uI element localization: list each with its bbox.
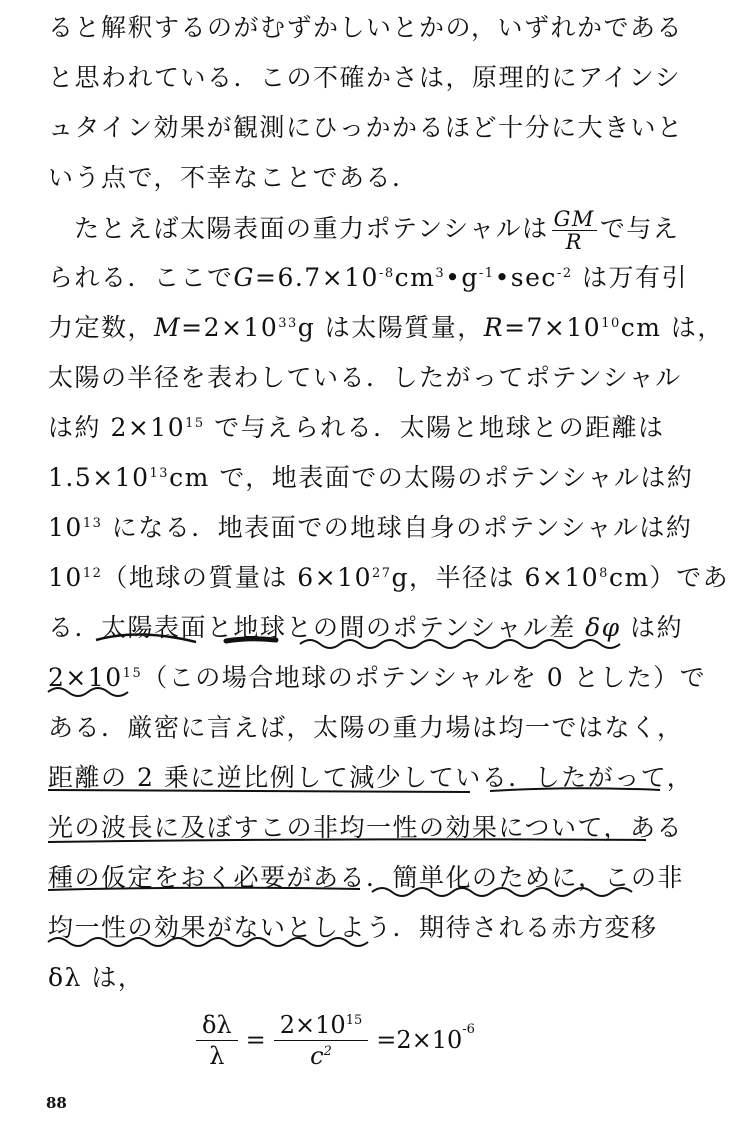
text-span: g は太陽質量， bbox=[297, 313, 484, 342]
text-line-8 bbox=[48, 358, 682, 398]
rhs-numerator bbox=[274, 1010, 368, 1041]
lhs-numerator: δλ bbox=[196, 1010, 238, 1041]
exponent: 10 bbox=[601, 316, 621, 331]
text-span: ある．厳密に言えば，太陽の重力場は均一ではなく， bbox=[48, 713, 684, 742]
exponent: 13 bbox=[82, 516, 103, 531]
redshift-equation bbox=[196, 1008, 475, 1072]
variable-r: R bbox=[483, 313, 505, 342]
lhs-denominator: λ bbox=[209, 1041, 225, 1070]
text-span: と思われている．この不確かさは，原理的にアインシ bbox=[48, 63, 682, 92]
text-span: δλ は， bbox=[48, 963, 145, 992]
text-span: cm）であ bbox=[608, 563, 729, 592]
fraction-denominator: R bbox=[565, 230, 583, 254]
text-line-1 bbox=[48, 8, 684, 48]
text-span: られる．ここで bbox=[48, 263, 234, 292]
text-span: 2×10 bbox=[48, 663, 123, 692]
text-line-13 bbox=[48, 608, 684, 648]
exponent: 3 bbox=[435, 266, 446, 281]
delta-phi-symbol: δφ bbox=[585, 613, 621, 642]
text-span: 力定数， bbox=[48, 313, 155, 342]
text-span: る．太陽表面と地球との間のポテンシャル差 bbox=[48, 613, 586, 642]
page-number: 88 bbox=[46, 1094, 67, 1112]
text-line-11 bbox=[48, 508, 693, 548]
text-line-5 bbox=[74, 207, 680, 254]
text-span: 均一性の効果がないとしよう．期待される赤方変移 bbox=[48, 913, 658, 942]
text-span: になる．地表面での地球自身のポテンシャルは約 bbox=[102, 513, 693, 542]
text-line-4 bbox=[48, 158, 648, 198]
text-span: は万有引 bbox=[572, 263, 689, 292]
text-span: 距離の 2 乗に逆比例して減少している．したがって， bbox=[48, 763, 694, 792]
equals-sign: = bbox=[245, 1026, 266, 1054]
exponent: 15 bbox=[185, 416, 205, 431]
exponent: 13 bbox=[149, 466, 170, 481]
exponent: 15 bbox=[122, 666, 143, 681]
fraction-numerator: GM bbox=[553, 207, 595, 231]
text-line-18 bbox=[48, 858, 685, 898]
text-span: （地球の質量は 6×10 bbox=[102, 563, 372, 592]
exponent: 15 bbox=[345, 1012, 363, 1028]
exponent: 8 bbox=[599, 566, 609, 581]
equation-rhs-fraction bbox=[274, 1010, 368, 1071]
exponent: 2 bbox=[323, 1043, 332, 1059]
text-line-7 bbox=[48, 308, 724, 348]
speed-of-light-symbol: c bbox=[310, 1041, 324, 1070]
text-span: •g bbox=[445, 263, 479, 292]
text-line-20 bbox=[48, 958, 648, 998]
exponent: 33 bbox=[278, 316, 298, 331]
text-line-19 bbox=[48, 908, 658, 948]
text-span: cm は， bbox=[620, 313, 724, 342]
text-line-17 bbox=[48, 808, 684, 848]
exponent: -6 bbox=[462, 1022, 475, 1037]
text-span: 10 bbox=[48, 513, 83, 542]
text-span: cm bbox=[394, 263, 436, 292]
equation-result bbox=[376, 1022, 475, 1054]
exponent: 12 bbox=[82, 566, 103, 581]
exponent: -2 bbox=[556, 266, 573, 281]
rhs-denominator bbox=[310, 1041, 332, 1071]
text-line-6 bbox=[48, 258, 689, 298]
text-span: いう点で，不幸なことである． bbox=[48, 163, 419, 192]
text-span: 光の波長に及ぼすこの非均一性の効果について，ある bbox=[48, 813, 684, 842]
exponent: -8 bbox=[378, 266, 395, 281]
text-span: （この場合地球のポテンシャルを 0 とした）で bbox=[142, 663, 707, 692]
text-line-14 bbox=[48, 658, 707, 698]
text-span: 種の仮定をおく必要がある．簡単化のために，この非 bbox=[48, 863, 685, 892]
text-span: は約 bbox=[620, 613, 684, 642]
text-line-12 bbox=[48, 558, 729, 598]
text-span: g，半径は 6×10 bbox=[391, 563, 600, 592]
text-line-2 bbox=[48, 58, 682, 98]
exponent: 27 bbox=[371, 566, 392, 581]
text-line-3 bbox=[48, 108, 684, 148]
text-span: で与えられる．太陽と地球との距離は bbox=[204, 413, 665, 442]
text-line-16 bbox=[48, 758, 694, 798]
text-span: たとえば太陽表面の重力ポテンシャルは bbox=[74, 214, 549, 243]
text-span: •sec bbox=[494, 263, 557, 292]
rhs-numerator-base: 2×10 bbox=[279, 1010, 346, 1039]
result-base: =2×10 bbox=[376, 1026, 463, 1054]
text-span: =2×10 bbox=[181, 313, 279, 342]
text-line-10 bbox=[48, 458, 694, 498]
text-span: 1.5×10 bbox=[48, 463, 150, 492]
equation-lhs-fraction bbox=[196, 1010, 238, 1071]
text-line-15 bbox=[48, 708, 684, 748]
variable-g: G bbox=[233, 263, 255, 292]
text-span: =7×10 bbox=[504, 313, 602, 342]
variable-m: M bbox=[154, 313, 182, 342]
text-span: で与え bbox=[599, 214, 680, 243]
text-span: =6.7×10 bbox=[255, 263, 379, 292]
potential-fraction bbox=[552, 208, 597, 253]
text-span: は約 2×10 bbox=[48, 413, 186, 442]
text-span: ると解釈するのがむずかしいとかの，いずれかである bbox=[48, 13, 684, 42]
exponent: -1 bbox=[478, 266, 495, 281]
text-span: 10 bbox=[48, 563, 83, 592]
text-span: ュタイン効果が観測にひっかかるほど十分に大きいと bbox=[48, 113, 684, 142]
text-span: cm で，地表面での太陽のポテンシャルは約 bbox=[169, 463, 694, 492]
text-span: 太陽の半径を表わしている．したがってポテンシャル bbox=[48, 363, 682, 392]
text-line-9 bbox=[48, 408, 665, 448]
